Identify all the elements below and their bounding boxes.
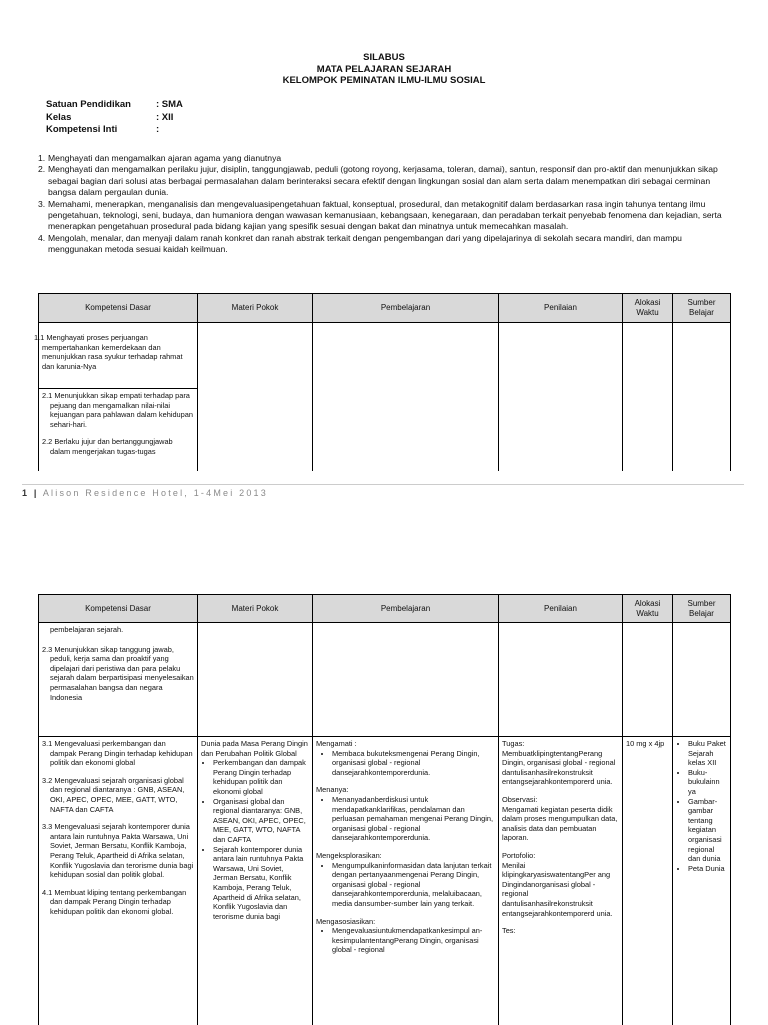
- title-group: KELOMPOK PEMINATAN ILMU-ILMU SOSIAL: [282, 75, 486, 86]
- list-item: • Peta Dunia: [688, 864, 727, 874]
- cell-empty: [499, 623, 623, 737]
- ki-item: 3. Memahami, menerapkan, menganalisis dan mengevaluasipengetahuan faktual, konseptual, prosedural, dan metakognitif dalam berdasarkan rasa ingin tahunya tentang ilmu pengetahuan, teknologi, seni, budaya, dan humaniora dengan wawasan kemanusiaan, kebangsaan, kenegaraan, dan peradaban terkait penyebab fenomena dan kejadian, serta menerapkan pengetahuan prosedural pada bidang kajian yang spesifik sesuai dengan bakat dan minatnya untuk memecahkan masalah.: [38, 198, 722, 232]
- mengamati-label: Mengamati :: [316, 739, 357, 748]
- kelas-label: Kelas: [46, 111, 72, 123]
- header-materi: Materi Pokok: [198, 294, 313, 323]
- header-sumber: Sumber Belajar: [673, 595, 731, 623]
- header-kd: Kompetensi Dasar: [39, 294, 198, 323]
- eksplor-label: Mengeksplorasikan:: [316, 850, 382, 860]
- portofolio-text: Menilai klipingkaryasiswatentangPer ang Dingindanorganisasi global - regional dantulisanhasilrekonstruksit entangsejarahkontemporerd unia.: [502, 860, 613, 918]
- page-number: 1: [22, 488, 30, 498]
- asosiasi-label: Mengasosiasikan:: [316, 916, 376, 926]
- cell-empty: [313, 623, 499, 737]
- observasi-label: Observasi:: [502, 794, 538, 804]
- cell-empty: [673, 623, 731, 737]
- kd-4-1: 4.1 Membuat kliping tentang perkembangan dan dampak Perang Dingin terhadap kehidupan politik dan ekonomi global.: [42, 887, 187, 916]
- header-penilaian: Penilaian: [499, 595, 623, 623]
- tes-label: Tes:: [502, 926, 516, 936]
- materi-title: Dunia pada Masa Perang Dingin dan Perubahan Politik Global: [201, 739, 308, 758]
- title-subject: MATA PELAJARAN SEJARAH: [316, 63, 452, 75]
- table-row: [39, 323, 731, 389]
- header-penilaian: Penilaian: [499, 294, 623, 323]
- header-pembelajaran: Pembelajaran: [313, 595, 499, 623]
- meta-info: [46, 99, 183, 137]
- cell-empty: [313, 323, 499, 471]
- sumber-cell: [673, 737, 731, 1025]
- ki-item: 2. Menghayati dan mengamalkan perilaku jujur, disiplin, tanggungjawab, peduli (gotong royong, kerjasama, toleran, damai), santun, responsif dan pro-aktif dan menunjukkan sikap sebagai bagian dari solusi atas berbagai permasalahan dalam berinteraksi secara efektif dengan lingkungan sosial dan alam serta dalam menempatkan diri sebagai cerminan bangsa dalam pergaulan dunia.: [38, 164, 718, 198]
- table-header-row: [39, 294, 731, 323]
- kd-3-2: 3.2 Mengevaluasi sejarah organisasi global dan regional diantaranya : GNB, ASEAN, OKI, APEC, OPEC, MEE, GATT, WTO, NAFTA dan CAFTA: [42, 775, 185, 814]
- sumber-list: [676, 739, 727, 873]
- cell-empty: [623, 623, 673, 737]
- ki-item: 1. Menghayati dan mengamalkan ajaran agama yang dianutnya: [38, 153, 282, 163]
- ki-value: :: [156, 124, 160, 135]
- pembelajaran-cell: [313, 737, 499, 1025]
- cell-empty: [499, 323, 623, 471]
- header-alokasi: Alokasi Waktu: [623, 595, 673, 623]
- kd-group-2: [39, 623, 198, 737]
- page-footer: [22, 488, 268, 498]
- ki-label: Kompetensi Inti: [46, 124, 118, 135]
- list-item: • Menanyadanberdiskusi untuk mendapatkanklarifikas, pendalaman dan perluasan pemahaman mengenai Perang Dingin, organisasi global - regional dansejarahkontemporerdunia.: [332, 795, 495, 843]
- list-item: • Sejarah kontemporer dunia antara lain runtuhnya Pakta Warsawa, Uni Soviet, Jerman Bersatu, Konflik Kamboja, Perang Teluk, Apartheid di Afrika selatan, Konflik Yugoslavia dan terorisme dunia bagi: [213, 845, 309, 922]
- document-title: [0, 52, 768, 87]
- title-silabus: SILABUS: [363, 52, 405, 63]
- footer-separator: |: [33, 488, 39, 498]
- tugas-label: Tugas:: [502, 739, 525, 748]
- cell-empty: [198, 623, 313, 737]
- materi-list: [201, 758, 309, 921]
- list-item: • Mengevaluasiuntukmendapatkankesimpul an-kesimpulantentangPerang Dingin, organisasi global - regional: [332, 926, 495, 955]
- cell-empty: [623, 323, 673, 471]
- tugas-text: MembuatklipingtentangPerang Dingin, organisasi global - regional dantulisanhasilrekonstruksit entangsejarahkontemporerd unia.: [502, 748, 616, 787]
- kd-2-group: [39, 389, 198, 471]
- header-kd: Kompetensi Dasar: [39, 595, 198, 623]
- table-row: [39, 623, 731, 737]
- list-item: • Membaca bukuteksmengenai Perang Dingin, organisasi global - regional dansejarahkontemporerdunia.: [332, 749, 495, 778]
- portofolio-label: Portofolio:: [502, 850, 536, 860]
- header-pembelajaran: Pembelajaran: [313, 294, 499, 323]
- table-header-row: [39, 595, 731, 623]
- cell-empty: [673, 323, 731, 471]
- kd-1-1: 1.1 Menghayati proses perjuangan mempertahankan kemerdekaan dan menunjukkan rasa syukur terhadap rahmat dan karunia-Nya: [39, 323, 198, 389]
- kd-3-1: 3.1 Mengevaluasi perkembangan dan dampak Perang Dingin terhadap kehidupan politik dan ekonomi global: [42, 739, 193, 768]
- silabus-table-page2: [38, 594, 731, 1025]
- kelas-value: : XII: [156, 111, 174, 123]
- kd-2-1: 2.1 Menunjukkan sikap empati terhadap para pejuang dan mengamalkan nilai-nilai kejuangan para pahlawan dalam kehidupan sehari-hari.: [42, 391, 193, 429]
- list-item: • Buku-bukulainn ya: [688, 768, 727, 797]
- footer-divider: [22, 484, 744, 485]
- cell-empty: [198, 323, 313, 471]
- header-alokasi: Alokasi Waktu: [623, 294, 673, 323]
- kd-continuation: pembelajaran sejarah.: [50, 625, 124, 634]
- kd-group-3: [39, 737, 198, 1025]
- menanya-label: Menanya:: [316, 785, 349, 795]
- ki-item: 4. Mengolah, menalar, dan menyaji dalam ranah konkret dan ranah abstrak terkait dengan pengembangan dari yang dipelajarinya di sekolah secara mandiri, dan mampu menggunakan metoda sesuai kaidah keilmuan.: [38, 232, 682, 255]
- kd-2-3: 2.3 Menunjukkan sikap tanggung jawab, peduli, kerja sama dan proaktif yang dipelajari dari peristiwa dan para pelaku sejarah dalam berpartisipasi menyelesaikan permasalahan bangsa dan negara Indonesia: [42, 644, 194, 702]
- materi-cell: [198, 737, 313, 1025]
- satuan-label: Satuan Pendidikan: [46, 99, 131, 110]
- kd-3-3: 3.3 Mengevaluasi sejarah kontemporer dunia antara lain runtuhnya Pakta Warsawa, Uni Soviet, Jerman Bersatu, Konflik Kamboja, Perang Teluk, Apartheid di Afrika selatan, Konflik Yugoslavia dan terorisme dunia bagi kehidupan sosial dan politik global.: [42, 822, 194, 880]
- header-materi: Materi Pokok: [198, 595, 313, 623]
- list-item: • Perkembangan dan dampak Perang Dingin terhadap kehidupan politik dan ekonomi global: [213, 758, 309, 796]
- observasi-text: Mengamati kegiatan peserta didik dalam proses mengumpulkan data, analisis data dan pembuatan laporan.: [502, 804, 618, 843]
- table-row: [39, 737, 731, 1025]
- header-sumber: Sumber Belajar: [673, 294, 731, 323]
- list-item: • Buku Paket Sejarah kelas XII: [688, 739, 727, 768]
- list-item: • Gambar-gambar tentang kegiatan organisasi regional dan dunia: [688, 797, 727, 864]
- alokasi-cell: 10 mg x 4jp: [623, 737, 673, 1025]
- footer-text: Alison Residence Hotel, 1-4Mei 2013: [42, 488, 268, 498]
- kd-2-2: 2.2 Berlaku jujur dan bertanggungjawab dalam mengerjakan tugas-tugas: [42, 437, 173, 456]
- silabus-table-page1: [34, 293, 731, 471]
- penilaian-cell: [499, 737, 623, 1025]
- satuan-value: : SMA: [156, 99, 183, 110]
- list-item: • Organisasi global dan regional diantaranya: GNB, ASEAN, OKI, APEC, OPEC, MEE, GATT, WTO, NAFTA dan CAFTA: [213, 797, 309, 845]
- kompetensi-inti-list: [38, 153, 738, 256]
- list-item: • Mengumpulkaninformasidan data lanjutan terkait dengan pertanyaanmengenai Perang Dingin, organisasi global - regional dansejarahkontemporerdunia, melaluibacaan, media dansumber-sumber lain yang terkait.: [332, 861, 495, 909]
